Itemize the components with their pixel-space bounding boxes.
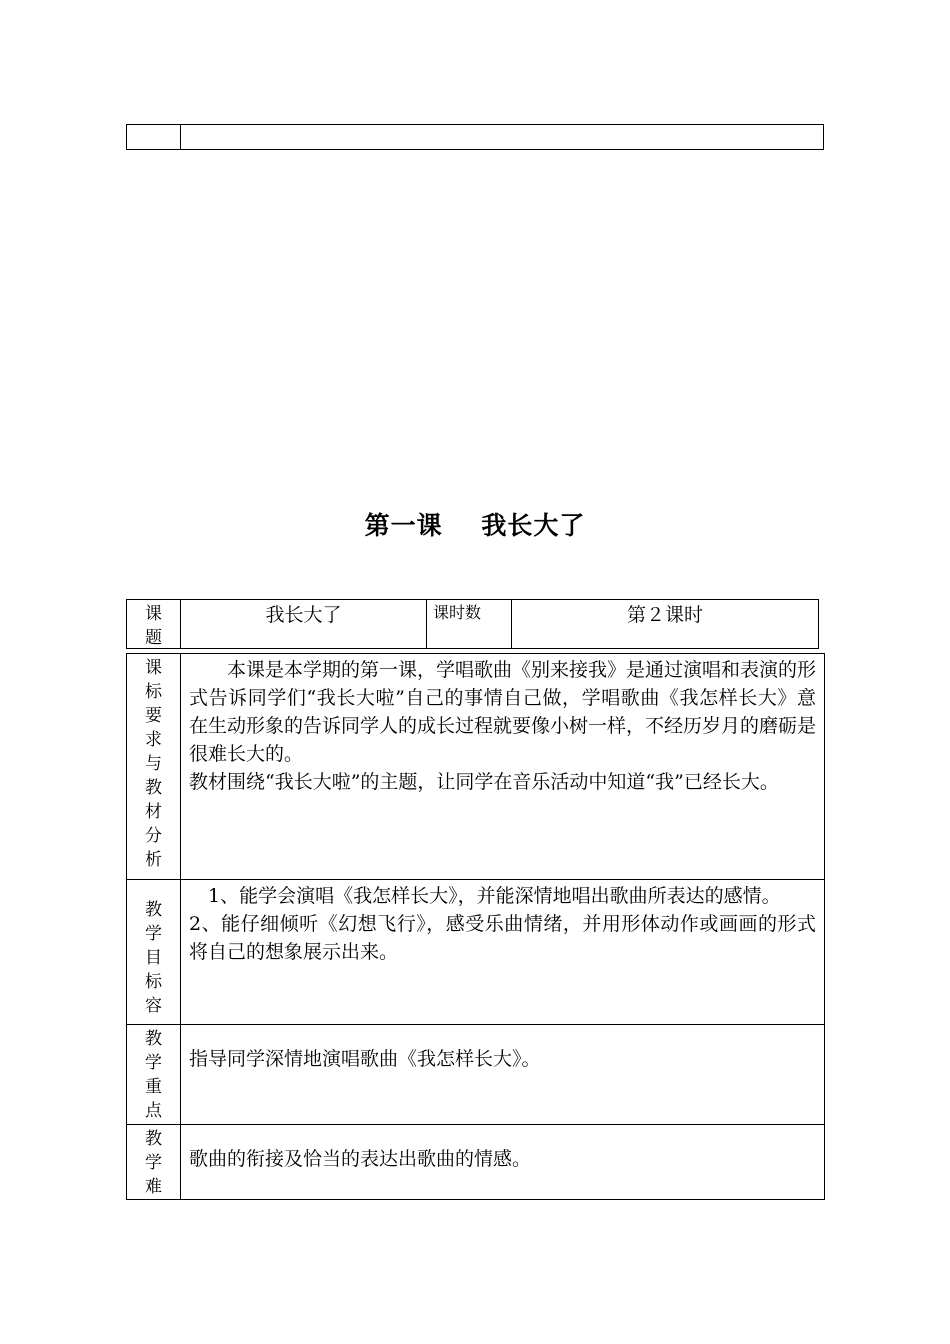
teaching-goals-text [180, 879, 825, 1025]
label-char: 点 [145, 1101, 162, 1121]
label-char: 目 [145, 948, 162, 968]
label-teaching-goals [126, 879, 181, 1025]
label-char: 教 [145, 900, 162, 920]
label-char: 教 [145, 778, 162, 798]
label-char: 学 [145, 1153, 162, 1173]
label-char: 析 [145, 850, 162, 870]
label-char: 教 [145, 1129, 162, 1149]
label-char: 学 [145, 924, 162, 944]
label-char: 教 [145, 1029, 162, 1049]
paragraph: 2、能仔细倾听《幻想飞行》，感受乐曲情绪，并用形体动作或画画的形式将自己的想象展示出来。 [189, 913, 816, 963]
label-char: 求 [145, 730, 162, 750]
label-char: 与 [145, 754, 162, 774]
label-char: 分 [145, 826, 162, 846]
label-char: 课 [145, 604, 162, 624]
label-key-points [126, 1024, 181, 1125]
label-char: 难 [145, 1177, 162, 1197]
label-topic [126, 599, 181, 649]
label-curriculum-analysis [126, 653, 181, 880]
curriculum-analysis-text [180, 653, 825, 880]
label-char: 课 [145, 658, 162, 678]
label-char: 标 [145, 682, 162, 702]
label-char: 学 [145, 1053, 162, 1073]
lesson-title-cell: 我长大了 [180, 599, 427, 649]
label-char: 容 [145, 996, 162, 1016]
paragraph: 本课是本学期的第一课，学唱歌曲《别来接我》是通过演唱和表演的形式告诉同学们“我长大啦”自己的事情自己做，学唱歌曲《我怎样长大》意在生动形象的告诉同学人的成长过程就要像小树一样，不经历岁月的磨砺是很难长大的。 [189, 659, 817, 765]
label-char: 要 [145, 706, 162, 726]
label-char: 重 [145, 1077, 162, 1097]
key-points-text: 指导同学深情地演唱歌曲《我怎样长大》。 [180, 1024, 825, 1125]
label-difficulties [126, 1124, 181, 1200]
top-empty-table [126, 124, 824, 150]
label-char: 题 [145, 628, 162, 648]
label-char: 材 [145, 802, 162, 822]
hours-label-cell: 课时数 [426, 599, 512, 649]
paragraph: 教材围绕“我长大啦”的主题，让同学在音乐活动中知道“我”已经长大。 [189, 771, 779, 793]
paragraph: 1、能学会演唱《我怎样长大》，并能深情地唱出歌曲所表达的感情。 [189, 885, 781, 907]
page-title: 第一课 我长大了 [364, 511, 586, 540]
hours-value-cell: 第２课时 [511, 599, 819, 649]
label-char: 标 [145, 972, 162, 992]
difficulties-text: 歌曲的衔接及恰当的表达出歌曲的情感。 [180, 1124, 825, 1200]
table-divider [180, 125, 181, 149]
